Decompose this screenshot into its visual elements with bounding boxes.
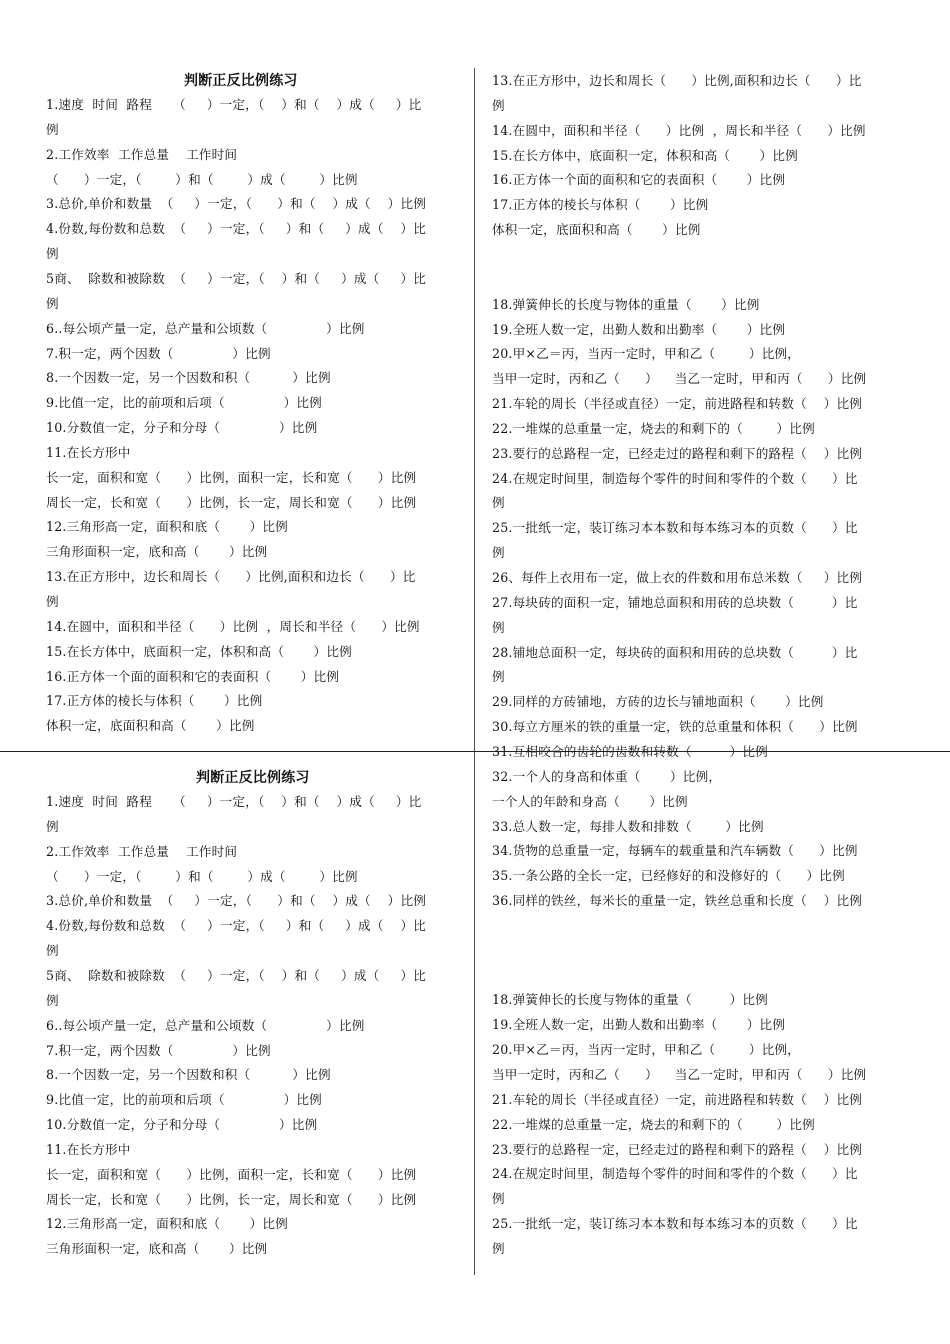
question-line: 例 <box>46 246 59 262</box>
question-line: 12.三角形高一定，面积和底（ ）比例 <box>46 1216 288 1232</box>
question-line: 11.在长方形中 <box>46 1141 131 1157</box>
question-line: 8.一个因数一定，另一个因数和积（ ）比例 <box>46 370 331 386</box>
question-line: 15.在长方体中，底面积一定，体积和高（ ）比例 <box>46 643 352 659</box>
question-line: 1.速度 时间 路程 （ ）一定，（ ）和（ ）成（ ）比 <box>46 794 422 809</box>
question-line: 8.一个因数一定，另一个因数和积（ ）比例 <box>46 1067 331 1083</box>
question-line: 20.甲×乙＝丙，当丙一定时，甲和乙（ ）比例， <box>492 1042 801 1058</box>
question-line: 长一定，面积和宽（ ）比例，面积一定，长和宽（ ）比例 <box>46 469 417 485</box>
question-line: 13.在正方形中，边长和周长（ ）比例,面积和边长（ ）比 <box>492 73 862 88</box>
question-line: 19.全班人数一定，出勤人数和出勤率（ ）比例 <box>492 1017 786 1033</box>
page-title: 判断正反比例练习 <box>196 770 310 786</box>
question-line: 周长一定，长和宽（ ）比例，长一定，周长和宽（ ）比例 <box>46 494 417 510</box>
question-line: 11.在长方形中 <box>46 444 131 460</box>
question-line: 33.总人数一定，每排人数和排数（ ）比例 <box>492 818 764 834</box>
question-line: （ ）一定，（ ）和（ ）成（ ）比例 <box>46 868 358 884</box>
question-line: 29.同样的方砖铺地，方砖的边长与铺地面积（ ）比例 <box>492 694 824 710</box>
question-line: 例 <box>46 121 59 137</box>
question-line: （ ）一定，（ ）和（ ）成（ ）比例 <box>46 171 358 187</box>
question-line: 当甲一定时，丙和乙（ ） 当乙一定时，甲和丙（ ）比例 <box>492 371 867 387</box>
question-line: 36.同样的铁丝，每米长的重量一定，铁丝总重和长度（ ）比例 <box>492 893 863 909</box>
question-line: 17.正方体的棱长与体积（ ）比例 <box>46 693 263 709</box>
question-line: 例 <box>46 943 59 959</box>
question-line: 34.货物的总重量一定，每辆车的载重量和汽车辆数（ ）比例 <box>492 843 858 859</box>
question-line: 22.一堆煤的总重量一定，烧去的和剩下的（ ）比例 <box>492 420 815 436</box>
question-line: 例 <box>46 992 59 1008</box>
question-line: 16.正方体一个面的面积和它的表面积（ ）比例 <box>492 172 786 188</box>
question-line: 35.一条公路的全长一定，已经修好的和没修好的（ ）比例 <box>492 868 845 884</box>
question-line: 三角形面积一定，底和高（ ）比例 <box>46 544 268 560</box>
question-line: 例 <box>492 1240 505 1256</box>
question-line: 6..每公顷产量一定，总产量和公顷数（ ）比例 <box>46 320 365 336</box>
question-line: 例 <box>492 669 505 685</box>
question-line: 3.总价,单价和数量 （ ）一定，（ ）和（ ）成（ ）比例 <box>46 196 427 212</box>
question-line: 6..每公顷产量一定，总产量和公顷数（ ）比例 <box>46 1017 365 1033</box>
vertical-divider-top <box>474 68 475 752</box>
question-line: 4.份数,每份数和总数 （ ）一定，（ ）和（ ）成（ ）比 <box>46 221 427 237</box>
question-line: 周长一定，长和宽（ ）比例，长一定，周长和宽（ ）比例 <box>46 1191 417 1207</box>
question-line: 7.积一定，两个因数（ ）比例 <box>46 345 271 361</box>
question-line: 长一定，面积和宽（ ）比例，面积一定，长和宽（ ）比例 <box>46 1166 417 1182</box>
question-line: 22.一堆煤的总重量一定，烧去的和剩下的（ ）比例 <box>492 1116 815 1132</box>
question-line: 9.比值一定，比的前项和后项（ ）比例 <box>46 395 322 411</box>
question-line: 23.要行的总路程一定，已经走过的路程和剩下的路程（ ）比例 <box>492 445 863 461</box>
question-line: 31.互相咬合的齿轮的齿数和转数（ ）比例 <box>492 743 768 759</box>
question-line: 体积一定，底面积和高（ ）比例 <box>46 718 255 734</box>
question-line: 21.车轮的周长（半径或直径）一定，前进路程和转数（ ）比例 <box>492 1091 863 1107</box>
question-line: 32.一个人的身高和体重（ ）比例， <box>492 768 722 784</box>
question-line: 20.甲×乙＝丙，当丙一定时，甲和乙（ ）比例， <box>492 346 801 362</box>
question-line: 25.一批纸一定，装订练习本本数和每本练习本的页数（ ）比 <box>492 1216 858 1232</box>
question-line: 一个人的年龄和身高（ ）比例 <box>492 793 688 809</box>
question-line: 例 <box>492 545 505 561</box>
page-title: 判断正反比例练习 <box>184 73 298 89</box>
question-line: 10.分数值一定，分子和分母（ ）比例 <box>46 420 318 436</box>
question-line: 例 <box>46 594 59 609</box>
question-line: 23.要行的总路程一定，已经走过的路程和剩下的路程（ ）比例 <box>492 1141 863 1157</box>
question-line: 25.一批纸一定，装订练习本本数和每本练习本的页数（ ）比 <box>492 520 858 536</box>
question-line: 26、每件上衣用布一定，做上衣的件数和用布总米数（ ）比例 <box>492 570 863 585</box>
question-line: 12.三角形高一定，面积和底（ ）比例 <box>46 519 288 535</box>
question-line: 10.分数值一定，分子和分母（ ）比例 <box>46 1117 318 1133</box>
question-line: 9.比值一定，比的前项和后项（ ）比例 <box>46 1092 322 1108</box>
question-line: 30.每立方厘米的铁的重量一定，铁的总重量和体积（ ）比例 <box>492 719 858 735</box>
question-line: 当甲一定时，丙和乙（ ） 当乙一定时，甲和丙（ ）比例 <box>492 1067 867 1082</box>
question-line: 18.弹簧伸长的长度与物体的重量（ ）比例 <box>492 992 768 1008</box>
question-line: 例 <box>492 97 505 113</box>
question-line: 15.在长方体中，底面积一定，体积和高（ ）比例 <box>492 147 798 163</box>
question-line: 三角形面积一定，底和高（ ）比例 <box>46 1241 268 1257</box>
question-line: 19.全班人数一定，出勤人数和出勤率（ ）比例 <box>492 321 786 337</box>
question-line: 5商、 除数和被除数 （ ）一定，（ ）和（ ）成（ ）比 <box>46 270 427 286</box>
question-line: 3.总价,单价和数量 （ ）一定，（ ）和（ ）成（ ）比例 <box>46 893 427 909</box>
question-line: 28.铺地总面积一定，每块砖的面积和用砖的总块数（ ）比 <box>492 644 858 660</box>
question-line: 例 <box>46 295 59 311</box>
question-line: 2.工作效率 工作总量 工作时间 <box>46 843 238 859</box>
vertical-divider-bottom <box>474 752 475 1275</box>
question-line: 14.在圆中，面积和半径（ ）比例 ，周长和半径（ ）比例 <box>46 618 420 634</box>
question-line: 21.车轮的周长（半径或直径）一定，前进路程和转数（ ）比例 <box>492 396 863 412</box>
question-line: 16.正方体一个面的面积和它的表面积（ ）比例 <box>46 668 340 684</box>
question-line: 体积一定，底面积和高（ ）比例 <box>492 222 701 238</box>
question-line: 27.每块砖的面积一定，铺地总面积和用砖的总块数（ ）比 <box>492 594 858 610</box>
question-line: 1.速度 时间 路程 （ ）一定，（ ）和（ ）成（ ）比 <box>46 97 422 112</box>
horizontal-cut-line <box>0 751 950 752</box>
question-line: 24.在规定时间里，制造每个零件的时间和零件的个数（ ）比 <box>492 470 858 486</box>
question-line: 例 <box>492 495 505 511</box>
question-line: 24.在规定时间里，制造每个零件的时间和零件的个数（ ）比 <box>492 1166 858 1182</box>
question-line: 7.积一定，两个因数（ ）比例 <box>46 1042 271 1058</box>
question-line: 18.弹簧伸长的长度与物体的重量（ ）比例 <box>492 296 760 312</box>
question-line: 2.工作效率 工作总量 工作时间 <box>46 146 238 162</box>
question-line: 17.正方体的棱长与体积（ ）比例 <box>492 197 709 213</box>
question-line: 13.在正方形中，边长和周长（ ）比例,面积和边长（ ）比 <box>46 569 416 585</box>
question-line: 14.在圆中，面积和半径（ ）比例 ，周长和半径（ ）比例 <box>492 122 866 138</box>
question-line: 例 <box>46 818 59 834</box>
question-line: 4.份数,每份数和总数 （ ）一定，（ ）和（ ）成（ ）比 <box>46 918 427 934</box>
question-line: 例 <box>492 619 505 635</box>
question-line: 例 <box>492 1191 505 1207</box>
question-line: 5商、 除数和被除数 （ ）一定，（ ）和（ ）成（ ）比 <box>46 967 427 983</box>
